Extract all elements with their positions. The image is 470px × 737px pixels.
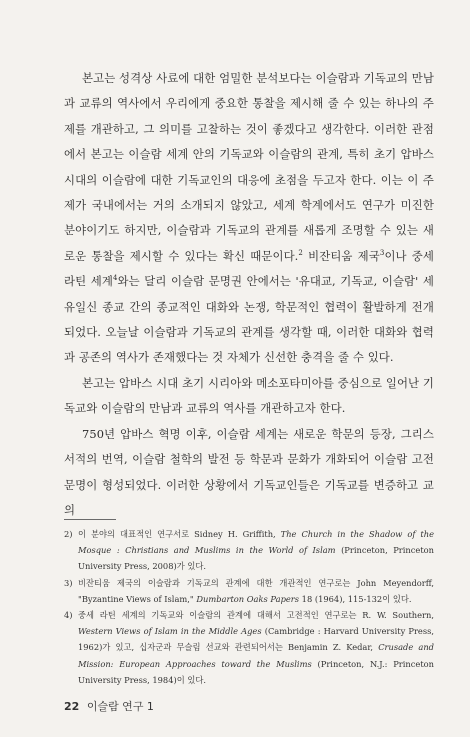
page-number: 22: [64, 700, 80, 713]
running-title: 이슬람 연구 1: [86, 700, 154, 713]
footnotes: [64, 526, 434, 688]
paragraph-1-text-b: 비잔티움 제국: [302, 248, 380, 263]
page-footer: [64, 698, 154, 714]
footnote-4-mark: 4): [64, 610, 73, 621]
footnote-2: [64, 526, 434, 575]
footnote-ref-4: 4: [112, 274, 118, 283]
footnote-ref-3: 3: [379, 249, 385, 258]
footnote-3-text-a: 비잔티움 제국의 이슬람과 기독교의 관계에 대한 개관적인 연구로는 John Meyendorff, "Byzantine Views of Islam,": [78, 577, 434, 604]
footnote-2-mark: 2): [64, 529, 73, 539]
paragraph-1: [64, 66, 434, 371]
footnote-4-text-c: (Princeton, N.J.: Princeton University Press, 1984)이 있다.: [78, 658, 434, 685]
footnote-4-text-b: (Cambridge : Harvard University Press, 1962)가 있고, 십자군과 무슬림 선교와 관련되어서는 Benjamin Z. Kedar,: [78, 626, 434, 653]
footnote-3-text-b: 18 (1964), 115-132이 있다.: [299, 593, 412, 604]
paragraph-3: 750년 압바스 혁명 이후, 이슬람 세계는 새로운 학문의 등장, 그리스 서적의 번역, 이슬람 철학의 발전 등 학문과 문화가 개화되어 이슬람 고전 문명이 형성되었다. 이러한 상황에서 기독교인들은 기독교를 변증하고 교의: [64, 426, 434, 517]
footnote-3-mark: 3): [64, 577, 73, 588]
paragraph-1-text-c: 이나 중세 라틴 세계: [64, 248, 435, 289]
footnote-4-title-1: Western Views of Islam in the Middle Ages: [78, 626, 262, 637]
footnote-3: [64, 575, 434, 607]
footnote-4-text-a: 중세 라틴 세계의 기독교와 이슬람의 관계에 대해서 고전적인 연구로는 R. W. Southern,: [78, 610, 434, 621]
footnote-2-text-a: 이 분야의 대표적인 연구서로 Sidney H. Griffith,: [78, 529, 281, 539]
paragraph-1-text-a: 본고는 성격상 사료에 대한 엄밀한 분석보다는 이슬람과 기독교의 만남과 교류의 역사에서 우리에게 중요한 통찰을 제시해 줄 수 있는 하나의 주제를 개관하고, 그 의미를 고찰하는 것이 좋겠다고 생각한다. 이러한 관점에서 본고는 이슬람 세계 안의 기독교와 이슬람의 관계, 특히 초기 압바스 시대의 이슬람에 대한 기독교인의 대응에 초점을 두고자 한다. 이는 이 주제가 국내에서는 거의 소개되지 않았고, 세계 학계에서도 연구가 미진한 분야이기도 하지만, 이슬람과 기독교의 관계를 새롭게 조명할 수 있는 새로운 통찰을 제시할 수 있다는 확신 때문이다.: [64, 71, 434, 263]
paragraph-2: 본고는 압바스 시대 초기 시리아와 메소포타미아를 중심으로 일어난 기독교와 이슬람의 만남과 교류의 역사를 개관하고자 한다.: [64, 375, 434, 416]
footnote-divider: [64, 519, 116, 520]
footnote-4-title-2: Crusade and Mission: European Approaches toward the Muslims: [78, 642, 434, 669]
footnote-2-title: The Church in the Shadow of the Mosque : Christians and Muslims in the World of Islam: [78, 529, 434, 556]
paragraph-1-text-d: 와는 달리 이슬람 문명권 안에서는 '유대교, 기독교, 이슬람' 세 유일신 종교 간의 종교적인 대화와 논쟁, 학문적인 협력이 활발하게 전개되었다. 오늘날 이슬람과 기독교의 관계를 생각할 때, 이러한 대화와 협력과 공존의 역사가 존재했다는 것 자체가 신선한 충격을 줄 수 있다.: [64, 274, 434, 365]
footnote-2-text-b: (Princeton, Princeton University Press, 2008)가 있다.: [78, 545, 435, 572]
footnote-ref-2: 2: [298, 249, 303, 258]
footnote-3-title: Dumbarton Oaks Papers: [196, 593, 300, 604]
footnote-4: [64, 607, 434, 688]
body-text: [64, 66, 434, 523]
